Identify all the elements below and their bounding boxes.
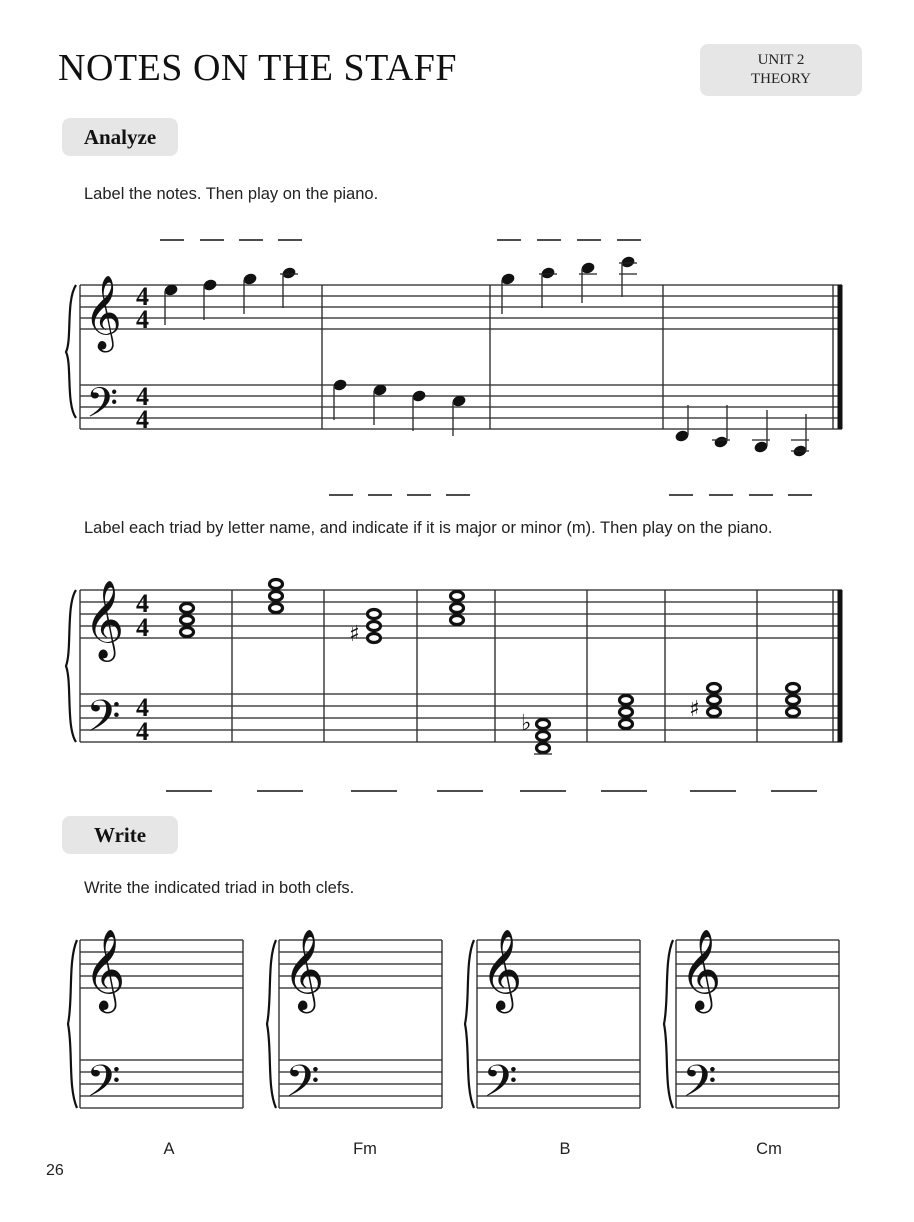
triad <box>451 592 464 625</box>
chord-label: Fm <box>353 1140 377 1158</box>
note <box>372 383 388 425</box>
triad <box>181 604 194 637</box>
note <box>752 410 770 454</box>
chord-label: Cm <box>756 1140 782 1158</box>
bass-clef-icon: 𝄢 <box>86 379 119 437</box>
time-signature-bottom: 4 <box>136 405 149 434</box>
grand-staff-brace <box>66 285 76 418</box>
page-number: 26 <box>46 1162 64 1179</box>
triad <box>270 580 283 613</box>
analyze-section-tab: Analyze <box>62 118 178 156</box>
bass-staff <box>80 694 842 742</box>
bass-clef-icon: 𝄢 <box>483 1055 518 1118</box>
chord-label: A <box>163 1140 175 1158</box>
sharp-icon: ♯ <box>349 622 360 647</box>
instruction-label-notes: Label the notes. Then play on the piano. <box>84 185 379 203</box>
treble-clef-icon: 𝄞 <box>84 928 126 1010</box>
sharp-icon: ♯ <box>689 697 700 722</box>
note <box>163 283 179 325</box>
note <box>242 272 258 314</box>
note <box>791 414 809 458</box>
system-2 <box>66 580 842 792</box>
treble-clef-icon: 𝄞 <box>84 580 125 659</box>
instruction-write-triads: Write the indicated triad in both clefs. <box>84 879 355 897</box>
time-signature-bottom: 4 <box>136 717 149 746</box>
time-signature-bottom: 4 <box>136 613 149 642</box>
write-staff-3[interactable] <box>465 928 640 1118</box>
bass-clef-icon: 𝄢 <box>86 1055 121 1118</box>
unit-label: UNIT 2 <box>757 52 805 68</box>
time-signature-bottom: 4 <box>136 305 149 334</box>
note <box>280 266 298 308</box>
time-signature-top: 4 <box>136 282 149 311</box>
note <box>712 405 730 449</box>
write-section-tab: Write <box>62 816 178 854</box>
note <box>202 278 218 320</box>
time-signature-top: 4 <box>136 382 149 411</box>
treble-clef-icon: 𝄞 <box>680 928 722 1010</box>
note <box>619 255 637 297</box>
note <box>451 394 467 436</box>
grand-staff-brace <box>66 590 76 742</box>
triad <box>787 684 800 717</box>
triad <box>620 696 633 729</box>
triad <box>349 610 381 648</box>
note <box>500 272 516 314</box>
treble-clef-icon: 𝄞 <box>84 276 122 350</box>
bass-clef-icon: 𝄢 <box>682 1055 717 1118</box>
note <box>579 261 597 303</box>
flat-icon: ♭ <box>521 711 532 736</box>
treble-clef-icon: 𝄞 <box>283 928 325 1010</box>
page-title: NOTES ON THE STAFF <box>58 47 458 89</box>
bass-clef-icon: 𝄢 <box>285 1055 320 1118</box>
bass-clef-icon: 𝄢 <box>86 690 121 753</box>
write-staff-2[interactable] <box>267 928 442 1118</box>
write-staff-1[interactable] <box>68 928 243 1118</box>
time-signature-top: 4 <box>136 693 149 722</box>
note <box>674 405 690 443</box>
unit-topic: THEORY <box>751 71 811 87</box>
treble-staff <box>80 285 842 329</box>
triad <box>689 684 721 723</box>
note <box>332 378 348 420</box>
chord-label: B <box>559 1140 571 1158</box>
instruction-label-triads: Label each triad by letter name, and indicate if it is major or minor (m). Then play on the piano. <box>84 519 773 537</box>
treble-clef-icon: 𝄞 <box>481 928 523 1010</box>
write-staff-4[interactable] <box>664 928 839 1118</box>
time-signature-top: 4 <box>136 589 149 618</box>
note <box>539 266 557 308</box>
system-1 <box>66 240 842 495</box>
note <box>411 389 427 431</box>
